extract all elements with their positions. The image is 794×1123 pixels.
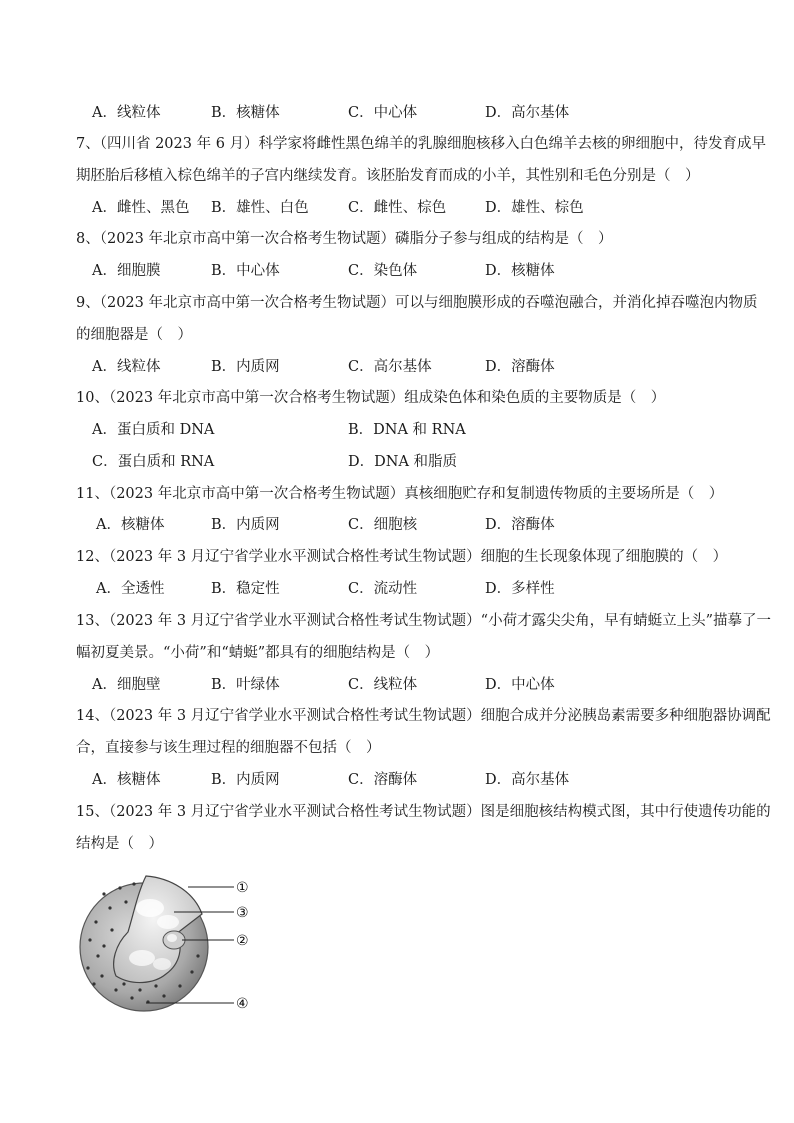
q11-option-c[interactable]: C．细胞核 xyxy=(348,517,418,533)
q12-option-a[interactable]: A．全透性 xyxy=(96,581,165,597)
q12-option-c[interactable]: C．流动性 xyxy=(348,581,418,597)
q13-option-a[interactable]: A．细胞壁 xyxy=(92,677,161,693)
q10-option-d[interactable]: D．DNA 和脂质 xyxy=(348,454,458,470)
q12-option-b[interactable]: B．稳定性 xyxy=(211,581,280,597)
q13-stem-line2: 幅初夏美景。“小荷”和“蜻蜓”都具有的细胞结构是（ ） xyxy=(76,645,440,661)
label-4: ④ xyxy=(236,996,249,1012)
q13-stem-line1: 13、（2023 年 3 月辽宁省学业水平测试合格性考试生物试题）“小荷才露尖尖角，早有蜻蜓立上头”描摹了一 xyxy=(76,613,771,629)
nucleus-structure-figure xyxy=(76,872,276,1022)
q10-option-c[interactable]: C．蛋白质和 RNA xyxy=(92,454,215,470)
q14-stem-line2: 合，直接参与该生理过程的细胞器不包括（ ） xyxy=(76,740,381,756)
nucleolus-highlight xyxy=(167,934,177,942)
chromatin-patch xyxy=(153,958,171,970)
q15-stem-line2: 结构是（ ） xyxy=(76,836,163,852)
q9-option-d[interactable]: D．溶酶体 xyxy=(485,359,555,375)
q11-stem-line1: 11、（2023 年北京市高中第一次合格考生物试题）真核细胞贮存和复制遗传物质的主要场所是（ ） xyxy=(76,486,724,502)
q10-option-b[interactable]: B．DNA 和 RNA xyxy=(348,422,466,438)
q7-option-c[interactable]: C．雌性、棕色 xyxy=(348,200,447,216)
q8-option-d[interactable]: D．核糖体 xyxy=(485,263,555,279)
q14-option-b[interactable]: B．内质网 xyxy=(211,772,280,788)
q6-option-d[interactable]: D．高尔基体 xyxy=(485,105,570,121)
q14-option-c[interactable]: C．溶酶体 xyxy=(348,772,418,788)
q7-option-b[interactable]: B．雄性、白色 xyxy=(211,200,309,216)
label-1: ① xyxy=(236,880,249,896)
chromatin-patch xyxy=(129,950,155,966)
chromatin-patch xyxy=(136,899,164,917)
q6-option-b[interactable]: B．核糖体 xyxy=(211,105,280,121)
q13-option-b[interactable]: B．叶绿体 xyxy=(211,677,280,693)
q13-option-d[interactable]: D．中心体 xyxy=(485,677,555,693)
q11-option-b[interactable]: B．内质网 xyxy=(211,517,280,533)
q9-option-b[interactable]: B．内质网 xyxy=(211,359,280,375)
q8-option-c[interactable]: C．染色体 xyxy=(348,263,418,279)
q10-stem-line1: 10、（2023 年北京市高中第一次合格考生物试题）组成染色体和染色质的主要物质是（ ） xyxy=(76,390,666,406)
q11-option-a[interactable]: A．核糖体 xyxy=(96,517,165,533)
q9-stem-line2: 的细胞器是（ ） xyxy=(76,327,192,343)
q8-option-a[interactable]: A．细胞膜 xyxy=(92,263,161,279)
q9-option-a[interactable]: A．线粒体 xyxy=(92,359,161,375)
q14-stem-line1: 14、（2023 年 3 月辽宁省学业水平测试合格性考试生物试题）细胞合成并分泌胰岛素需要多种细胞器协调配 xyxy=(76,708,771,724)
nucleus-diagram xyxy=(76,872,276,1022)
label-3: ③ xyxy=(236,905,249,921)
q8-stem-line1: 8、（2023 年北京市高中第一次合格考生物试题）磷脂分子参与组成的结构是（ ） xyxy=(76,231,613,247)
q9-stem-line1: 9、（2023 年北京市高中第一次合格考生物试题）可以与细胞膜形成的吞噬泡融合，并消化掉吞噬泡内物质 xyxy=(76,295,758,311)
q12-stem-line1: 12、（2023 年 3 月辽宁省学业水平测试合格性考试生物试题）细胞的生长现象体现了细胞膜的（ ） xyxy=(76,549,728,565)
q7-option-a[interactable]: A．雌性、黑色 xyxy=(92,200,190,216)
q7-stem-line2: 期胚胎后移植入棕色绵羊的子宫内继续发育。该胚胎发育而成的小羊，其性别和毛色分别是（ ） xyxy=(76,168,700,184)
q6-option-c[interactable]: C．中心体 xyxy=(348,105,418,121)
q6-option-a[interactable]: A．线粒体 xyxy=(92,105,161,121)
q7-option-d[interactable]: D．雄性、棕色 xyxy=(485,200,584,216)
label-2: ② xyxy=(236,933,249,949)
chromatin-patch xyxy=(157,915,179,929)
q11-option-d[interactable]: D．溶酶体 xyxy=(485,517,555,533)
q9-option-c[interactable]: C．高尔基体 xyxy=(348,359,432,375)
q15-stem-line1: 15、（2023 年 3 月辽宁省学业水平测试合格性考试生物试题）图是细胞核结构模式图，其中行使遗传功能的 xyxy=(76,804,771,820)
q12-option-d[interactable]: D．多样性 xyxy=(485,581,555,597)
q10-option-a[interactable]: A．蛋白质和 DNA xyxy=(92,422,215,438)
q14-option-a[interactable]: A．核糖体 xyxy=(92,772,161,788)
q14-option-d[interactable]: D．高尔基体 xyxy=(485,772,570,788)
q13-option-c[interactable]: C．线粒体 xyxy=(348,677,418,693)
q8-option-b[interactable]: B．中心体 xyxy=(211,263,280,279)
q7-stem-line1: 7、（四川省 2023 年 6 月）科学家将雌性黑色绵羊的乳腺细胞核移入白色绵羊去核的卵细胞中，待发育成早 xyxy=(76,136,767,152)
